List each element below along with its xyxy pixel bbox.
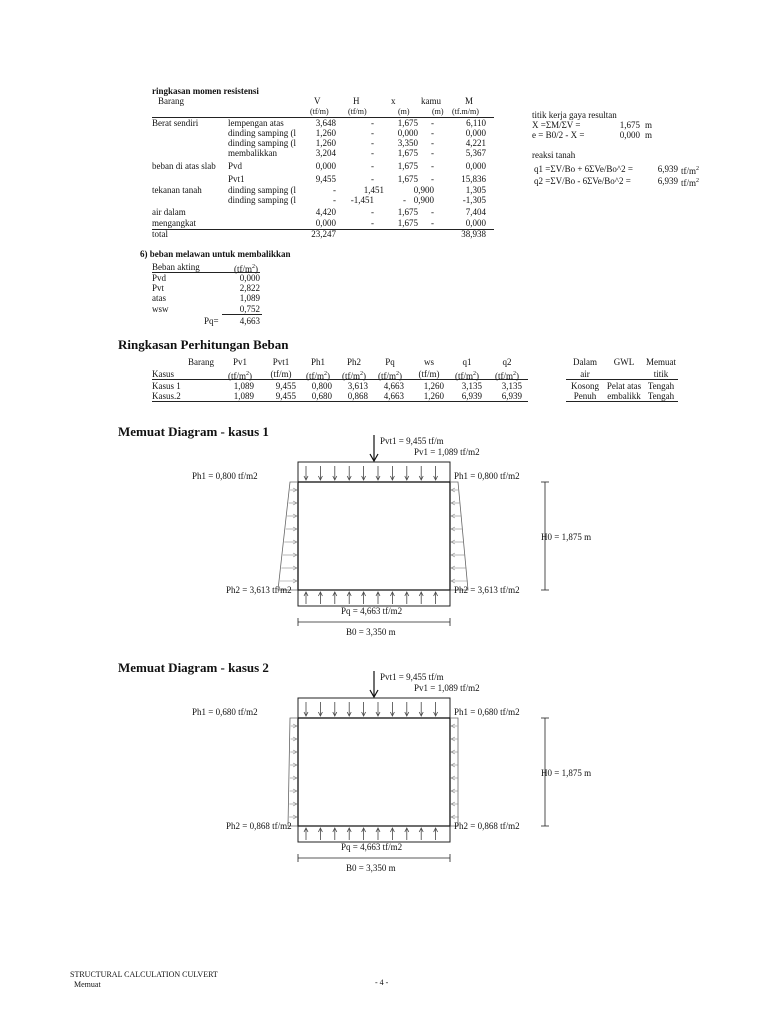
load-right-sub-2: titik (653, 369, 669, 379)
moment-row-y: - (431, 207, 434, 217)
load-row-cell: 0,868 (347, 391, 368, 401)
overturning-row-value: 1,089 (239, 293, 260, 303)
load-row-cell: 3,613 (347, 381, 368, 391)
overturning-total-label: Pq= (204, 316, 219, 326)
load-header-4: Ph2 (346, 357, 361, 367)
moment-row-x: 1,675 (397, 207, 418, 217)
load-header-6: ws (423, 357, 434, 367)
load-row-cell: 1,260 (423, 381, 444, 391)
moment-row-v: - (333, 185, 336, 195)
load-unit-sup: 2 (473, 371, 476, 377)
moment-row-cat: total (152, 229, 168, 239)
load-unit-text: (tf/m (228, 371, 246, 381)
q1-value: 6,939 (657, 164, 678, 174)
overturning-row-value: 0,752 (239, 304, 260, 314)
load-unit-text: (tf/m) (418, 369, 440, 379)
moment-unit-kamu: (m) (432, 107, 444, 116)
moment-row-item: Pvd (228, 161, 243, 171)
overturning-total-value: 4,663 (239, 316, 260, 326)
moment-row-x: 1,675 (397, 148, 418, 158)
load-right-cell: Tengah (647, 391, 675, 401)
resultant-title: titik kerja gaya resultan (532, 110, 617, 120)
moment-header-v: V (314, 96, 321, 106)
moment-header-barang: Barang (158, 96, 184, 106)
loading-diagram-case-1 (0, 430, 768, 642)
moment-row-item: membalikkan (228, 148, 277, 158)
load-header-2: Pvt1 (272, 357, 290, 367)
load-row-cell: 3,135 (461, 381, 482, 391)
moment-unit-m: (tf.m/m) (452, 107, 479, 116)
load-unit-text: (tf/m (495, 371, 513, 381)
moment-row-h: - (371, 128, 374, 138)
moment-row-item: dinding samping (l (228, 195, 296, 205)
moment-row-cat: tekanan tanah (152, 185, 202, 195)
load-summary-title: Ringkasan Perhitungan Beban (118, 337, 289, 352)
q1-unit (681, 164, 699, 176)
load-row-cell: 4,663 (383, 391, 404, 401)
moment-row-h: 1,451 (363, 185, 384, 195)
load-header-7: q1 (462, 357, 472, 367)
moment-row-y: - (431, 128, 434, 138)
moment-row-y: - (431, 218, 434, 228)
moment-row-m: 7,404 (465, 207, 486, 217)
diagram-1-title: Memuat Diagram - kasus 1 (118, 424, 269, 439)
load-header-1: Pv1 (232, 357, 247, 367)
load-header-0: Barang (188, 357, 214, 367)
moment-row-h: - (371, 148, 374, 158)
load-unit-close: ) (399, 371, 402, 381)
load-unit-sup: 2 (513, 371, 516, 377)
moment-row-h: - (371, 218, 374, 228)
moment-row-h: - (371, 118, 374, 128)
moment-row-v: 1,260 (315, 138, 336, 148)
moment-row-cat: beban di atas slab (152, 161, 216, 171)
load-row-cell: 1,089 (233, 381, 254, 391)
footer-subtitle: Memuat (74, 980, 101, 989)
load-row-cell: 9,455 (275, 391, 296, 401)
moment-row-item: lempengan atas (228, 118, 284, 128)
load-right-header-2: Memuat (646, 357, 676, 367)
footer-title: STRUCTURAL CALCULATION CULVERT (70, 970, 218, 979)
load-row-kasus: Kasus.2 (152, 391, 181, 401)
moment-row-cat: Berat sendiri (152, 118, 199, 128)
ph1-right-label: Ph1 = 0,800 tf/m2 (454, 471, 520, 481)
moment-unit-x: (m) (398, 107, 410, 116)
right-pressure-diagram (450, 718, 458, 826)
load-row-cell: 3,135 (501, 381, 522, 391)
pvt1-label: Pvt1 = 9,455 tf/m (380, 672, 444, 682)
load-right-cell: Penuh (573, 391, 597, 401)
moment-row-y: - (431, 138, 434, 148)
moment-row-y: 0,900 (413, 195, 434, 205)
diagram-2-title: Memuat Diagram - kasus 2 (118, 660, 269, 675)
moment-row-h: - (371, 207, 374, 217)
load-row-cell: 9,455 (275, 381, 296, 391)
q1-label: q1 =ΣV/Bo + 6ΣVe/Bo^2 = (534, 164, 633, 174)
q2-unit (681, 176, 699, 188)
moment-row-v: 0,000 (315, 218, 336, 228)
load-right-cell: Pelat atas (606, 381, 642, 391)
overturning-row-value: 2,822 (239, 283, 260, 293)
moment-row-x: 1,675 (397, 218, 418, 228)
load-row-cell: 1,260 (423, 391, 444, 401)
footer-page-number: - 4 - (375, 978, 389, 987)
load-unit-sup: 2 (396, 371, 399, 377)
load-row-kasus: Kasus 1 (152, 381, 181, 391)
overturning-row-value: 0,000 (239, 273, 260, 283)
h0-label: H0 = 1,875 m (541, 532, 592, 542)
right-pressure-diagram (450, 482, 468, 590)
moment-row-cat: air dalam (152, 207, 186, 217)
load-row-cell: 4,663 (383, 381, 404, 391)
load-unit-close: ) (516, 371, 519, 381)
resultant-e-value: 0,000 (619, 130, 640, 140)
moment-row-m: 0,000 (465, 218, 486, 228)
q2-label: q2 =ΣV/Bo - 6ΣVe/Bo^2 = (534, 176, 631, 186)
overturning-col2-end: ) (255, 264, 258, 274)
moment-row-h: - (371, 138, 374, 148)
overturning-row-label: atas (152, 293, 166, 303)
ph1-left-label: Ph1 = 0,800 tf/m2 (192, 471, 258, 481)
moment-row-x: 1,675 (397, 174, 418, 184)
moment-row-v: 3,648 (315, 118, 336, 128)
load-unit-text: (tf/m (378, 371, 396, 381)
load-row-cell: 0,800 (311, 381, 332, 391)
moment-row-v: 3,204 (315, 148, 336, 158)
load-unit-6 (410, 369, 448, 379)
moment-row-y: - (431, 174, 434, 184)
pvt1-label: Pvt1 = 9,455 tf/m (380, 436, 444, 446)
load-unit-text: (tf/m (342, 371, 360, 381)
moment-header-h: H (353, 96, 360, 106)
ph2-right-label: Ph2 = 3,613 tf/m2 (454, 585, 520, 595)
load-right-cell: Tengah (647, 381, 675, 391)
moment-row-y: 0,900 (413, 185, 434, 195)
moment-row-m: 4,221 (465, 138, 486, 148)
b0-label: B0 = 3,350 m (346, 863, 396, 873)
moment-row-m: 38,938 (461, 229, 486, 239)
moment-row-x: 1,675 (397, 161, 418, 171)
moment-row-v: 0,000 (315, 161, 336, 171)
load-unit-text: (tf/m (306, 371, 324, 381)
moment-row-m: -1,305 (462, 195, 486, 205)
load-right-header-1: GWL (613, 357, 635, 367)
overturning-col2-sup: 2 (252, 264, 255, 270)
load-unit-2 (262, 369, 300, 379)
h0-label: H0 = 1,875 m (541, 768, 592, 778)
moment-header-m: M (465, 96, 474, 106)
moment-row-h: -1,451 (350, 195, 374, 205)
ph1-left-label: Ph1 = 0,680 tf/m2 (192, 707, 258, 717)
load-unit-sup: 2 (246, 371, 249, 377)
moment-row-m: 15,836 (461, 174, 486, 184)
culvert-box (298, 718, 450, 826)
overturning-title: 6) beban melawan untuk membalikkan (140, 249, 291, 259)
moment-row-v: 9,455 (315, 174, 336, 184)
moment-row-v: - (333, 195, 336, 205)
moment-row-y: - (431, 161, 434, 171)
moment-row-x: 1,675 (397, 118, 418, 128)
resultant-e-unit: m (645, 130, 653, 140)
ph2-right-label: Ph2 = 0,868 tf/m2 (454, 821, 520, 831)
moment-row-v: 4,420 (315, 207, 336, 217)
moment-row-y: - (431, 118, 434, 128)
q2-unit-sup: 2 (696, 178, 699, 184)
overturning-row-label: Pvt (152, 283, 165, 293)
moment-row-m: 5,367 (465, 148, 486, 158)
moment-row-cat: mengangkat (152, 218, 196, 228)
load-right-cell: Kosong (570, 381, 599, 391)
load-header-8: q2 (502, 357, 512, 367)
overturning-row-label: Pvd (152, 273, 167, 283)
moment-row-v: 23,247 (311, 229, 336, 239)
ph2-left-label: Ph2 = 3,613 tf/m2 (226, 585, 292, 595)
load-row-cell: 6,939 (501, 391, 522, 401)
moment-row-m: 1,305 (465, 185, 486, 195)
overturning-row-label: wsw (152, 304, 169, 314)
load-right-cell: embalikk (607, 391, 641, 401)
culvert-box (298, 482, 450, 590)
moment-row-x: 0,000 (397, 128, 418, 138)
load-unit-close: ) (476, 371, 479, 381)
moment-row-h: - (371, 174, 374, 184)
resultant-x-value: 1,675 (619, 120, 640, 130)
moment-row-m: 6,110 (466, 118, 486, 128)
load-row-cell: 0,680 (311, 391, 332, 401)
resultant-e-label: e = B0/2 - X = (532, 130, 585, 140)
left-pressure-diagram (288, 718, 298, 826)
b0-label: B0 = 3,350 m (346, 627, 396, 637)
resultant-x-unit: m (645, 120, 653, 130)
moment-row-x: - (403, 195, 406, 205)
pv1-label: Pv1 = 1,089 tf/m2 (414, 683, 480, 693)
load-right-sub-0: air (580, 369, 590, 379)
moment-row-item: dinding samping (l (228, 185, 296, 195)
moment-header-kamu: kamu (421, 96, 441, 106)
q2-unit-text: tf/m (681, 178, 696, 188)
reaction-title: reaksi tanah (532, 150, 576, 160)
q1-unit-sup: 2 (696, 166, 699, 172)
load-unit-text: (tf/m) (270, 369, 292, 379)
moment-row-y: - (431, 148, 434, 158)
moment-row-m: 0,000 (465, 128, 486, 138)
overturning-col2-text: (tf/m (234, 264, 252, 274)
moment-row-x: 3,350 (397, 138, 418, 148)
pq-label: Pq = 4,663 tf/m2 (341, 606, 403, 616)
resultant-x-label: X =ΣM/ΣV = (532, 120, 581, 130)
moment-row-item: Pvt1 (228, 174, 245, 184)
moment-row-item: dinding samping (l (228, 128, 296, 138)
load-row-cell: 6,939 (461, 391, 482, 401)
moment-header-x: x (391, 96, 396, 106)
moment-row-item: dinding samping (l (228, 138, 296, 148)
moment-row-h: - (371, 161, 374, 171)
load-header-5: Pq (385, 357, 395, 367)
pv1-label: Pv1 = 1,089 tf/m2 (414, 447, 480, 457)
moment-summary-title: ringkasan momen resistensi (152, 86, 259, 96)
load-unit-kasus: Kasus (152, 369, 174, 379)
q1-unit-text: tf/m (681, 166, 696, 176)
moment-unit-v: (tf/m) (310, 107, 329, 116)
load-unit-close: ) (249, 371, 252, 381)
ph2-left-label: Ph2 = 0,868 tf/m2 (226, 821, 292, 831)
load-unit-sup: 2 (324, 371, 327, 377)
load-unit-sup: 2 (360, 371, 363, 377)
load-unit-close: ) (327, 371, 330, 381)
left-pressure-diagram (278, 482, 298, 590)
load-row-cell: 1,089 (233, 391, 254, 401)
load-header-3: Ph1 (310, 357, 325, 367)
moment-unit-h: (tf/m) (348, 107, 367, 116)
overturning-col1: Beban akting (152, 262, 200, 272)
q2-value: 6,939 (657, 176, 678, 186)
load-right-header-0: Dalam (573, 357, 597, 367)
load-unit-text: (tf/m (455, 371, 473, 381)
moment-row-m: 0,000 (465, 161, 486, 171)
ph1-right-label: Ph1 = 0,680 tf/m2 (454, 707, 520, 717)
moment-row-v: 1,260 (315, 128, 336, 138)
load-unit-close: ) (363, 371, 366, 381)
loading-diagram-case-2 (0, 666, 768, 878)
pq-label: Pq = 4,663 tf/m2 (341, 842, 403, 852)
